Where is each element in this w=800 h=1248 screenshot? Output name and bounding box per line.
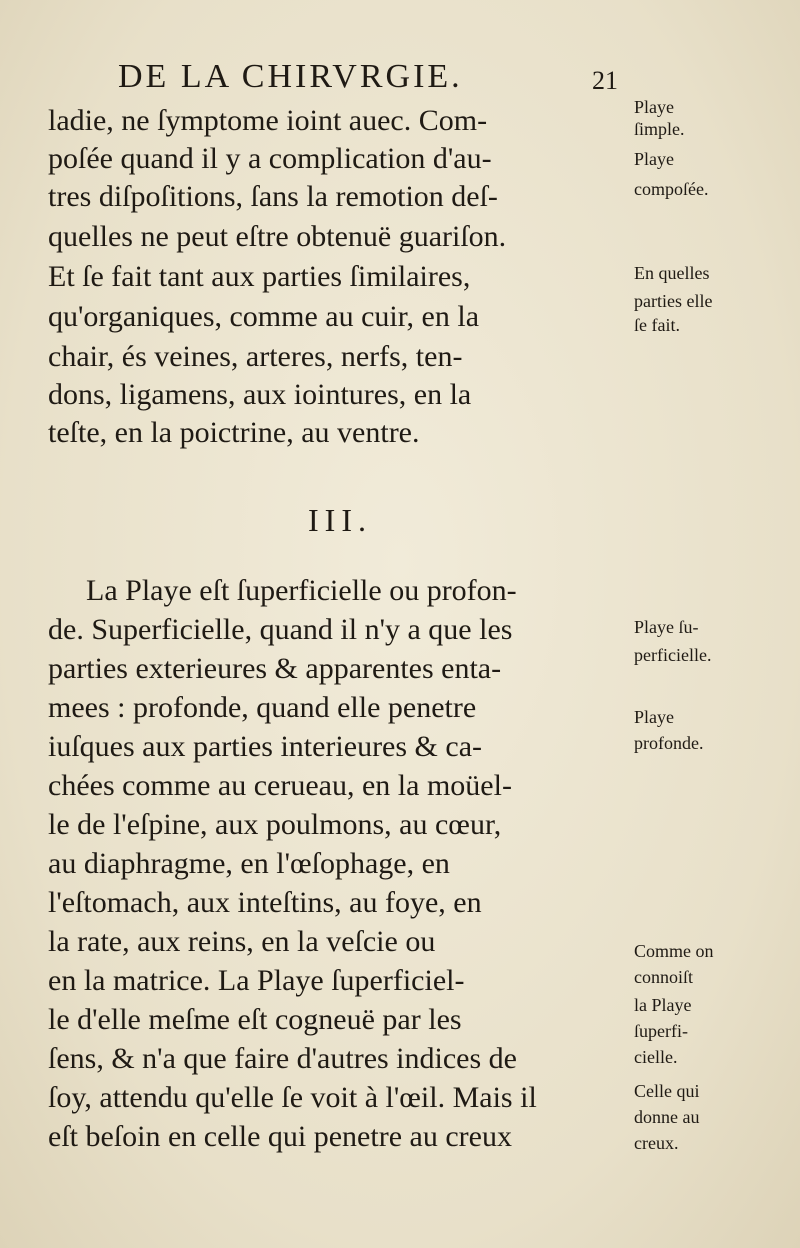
page-number: 21	[592, 66, 618, 95]
text-line: ſoy, attendu qu'elle ſe voit à l'œil. Mais il	[48, 1081, 537, 1114]
margin-note: perficielle.	[634, 645, 712, 665]
margin-note: connoiſt	[634, 967, 693, 987]
margin-note: parties elle	[634, 291, 713, 311]
running-title: DE LA CHIRVRGIE.	[118, 58, 463, 95]
margin-note: Playe ſu-	[634, 617, 699, 637]
text-line: chair, és veines, arteres, nerfs, ten-	[48, 340, 463, 373]
text-line: dons, ligamens, aux iointures, en la	[48, 378, 472, 411]
text-line: chées comme au cerueau, en la moüel-	[48, 769, 512, 802]
margin-note: ſuperfi-	[634, 1021, 688, 1041]
margin-note: donne au	[634, 1107, 700, 1127]
text-line: iuſques aux parties interieures & ca-	[48, 730, 483, 763]
page-header	[118, 52, 638, 102]
text-line: La Playe eſt ſuperficielle ou profon-	[86, 574, 517, 607]
text-line: quelles ne peut eſtre obtenuë guariſon.	[48, 220, 507, 253]
margin-note: creux.	[634, 1133, 679, 1153]
text-line: le d'elle meſme eſt cogneuë par les	[48, 1003, 462, 1036]
text-line: l'eſtomach, aux inteſtins, au foye, en	[48, 886, 482, 919]
margin-note: Playe	[634, 97, 674, 117]
text-line: la rate, aux reins, en la veſcie ou	[48, 925, 436, 958]
margin-note: ſe fait.	[634, 315, 680, 335]
margin-note: Playe	[634, 707, 674, 727]
text-line: le de l'eſpine, aux poulmons, au cœur,	[48, 808, 502, 841]
margin-note: Comme on	[634, 941, 714, 961]
text-line: qu'organiques, comme au cuir, en la	[48, 300, 480, 333]
text-line: poſée quand il y a complication d'au-	[48, 142, 492, 175]
margin-note: la Playe	[634, 995, 692, 1015]
section-heading: III.	[308, 502, 372, 538]
margin-note: compoſée.	[634, 179, 709, 199]
text-line: de. Superficielle, quand il n'y a que les	[48, 613, 513, 646]
text-line: mees : profonde, quand elle penetre	[48, 691, 477, 724]
text-line: eſt beſoin en celle qui penetre au creux	[48, 1120, 512, 1153]
margin-note: Celle qui	[634, 1081, 700, 1101]
text-line: teſte, en la poictrine, au ventre.	[48, 416, 420, 449]
margin-note: En quelles	[634, 263, 710, 283]
text-line: au diaphragme, en l'œſophage, en	[48, 847, 450, 880]
text-line: Et ſe fait tant aux parties ſimilaires,	[48, 260, 471, 293]
text-line: en la matrice. La Playe ſuperficiel-	[48, 964, 465, 997]
text-line: ſens, & n'a que faire d'autres indices de	[48, 1042, 517, 1075]
margin-note: Playe	[634, 149, 674, 169]
margin-note: cielle.	[634, 1047, 678, 1067]
text-line: tres diſpoſitions, ſans la remotion deſ-	[48, 180, 498, 213]
text-line: parties exterieures & apparentes enta-	[48, 652, 502, 685]
margin-note: ſimple.	[634, 119, 685, 139]
margin-note: profonde.	[634, 733, 704, 753]
text-line: ladie, ne ſymptome ioint auec. Com-	[48, 104, 488, 137]
